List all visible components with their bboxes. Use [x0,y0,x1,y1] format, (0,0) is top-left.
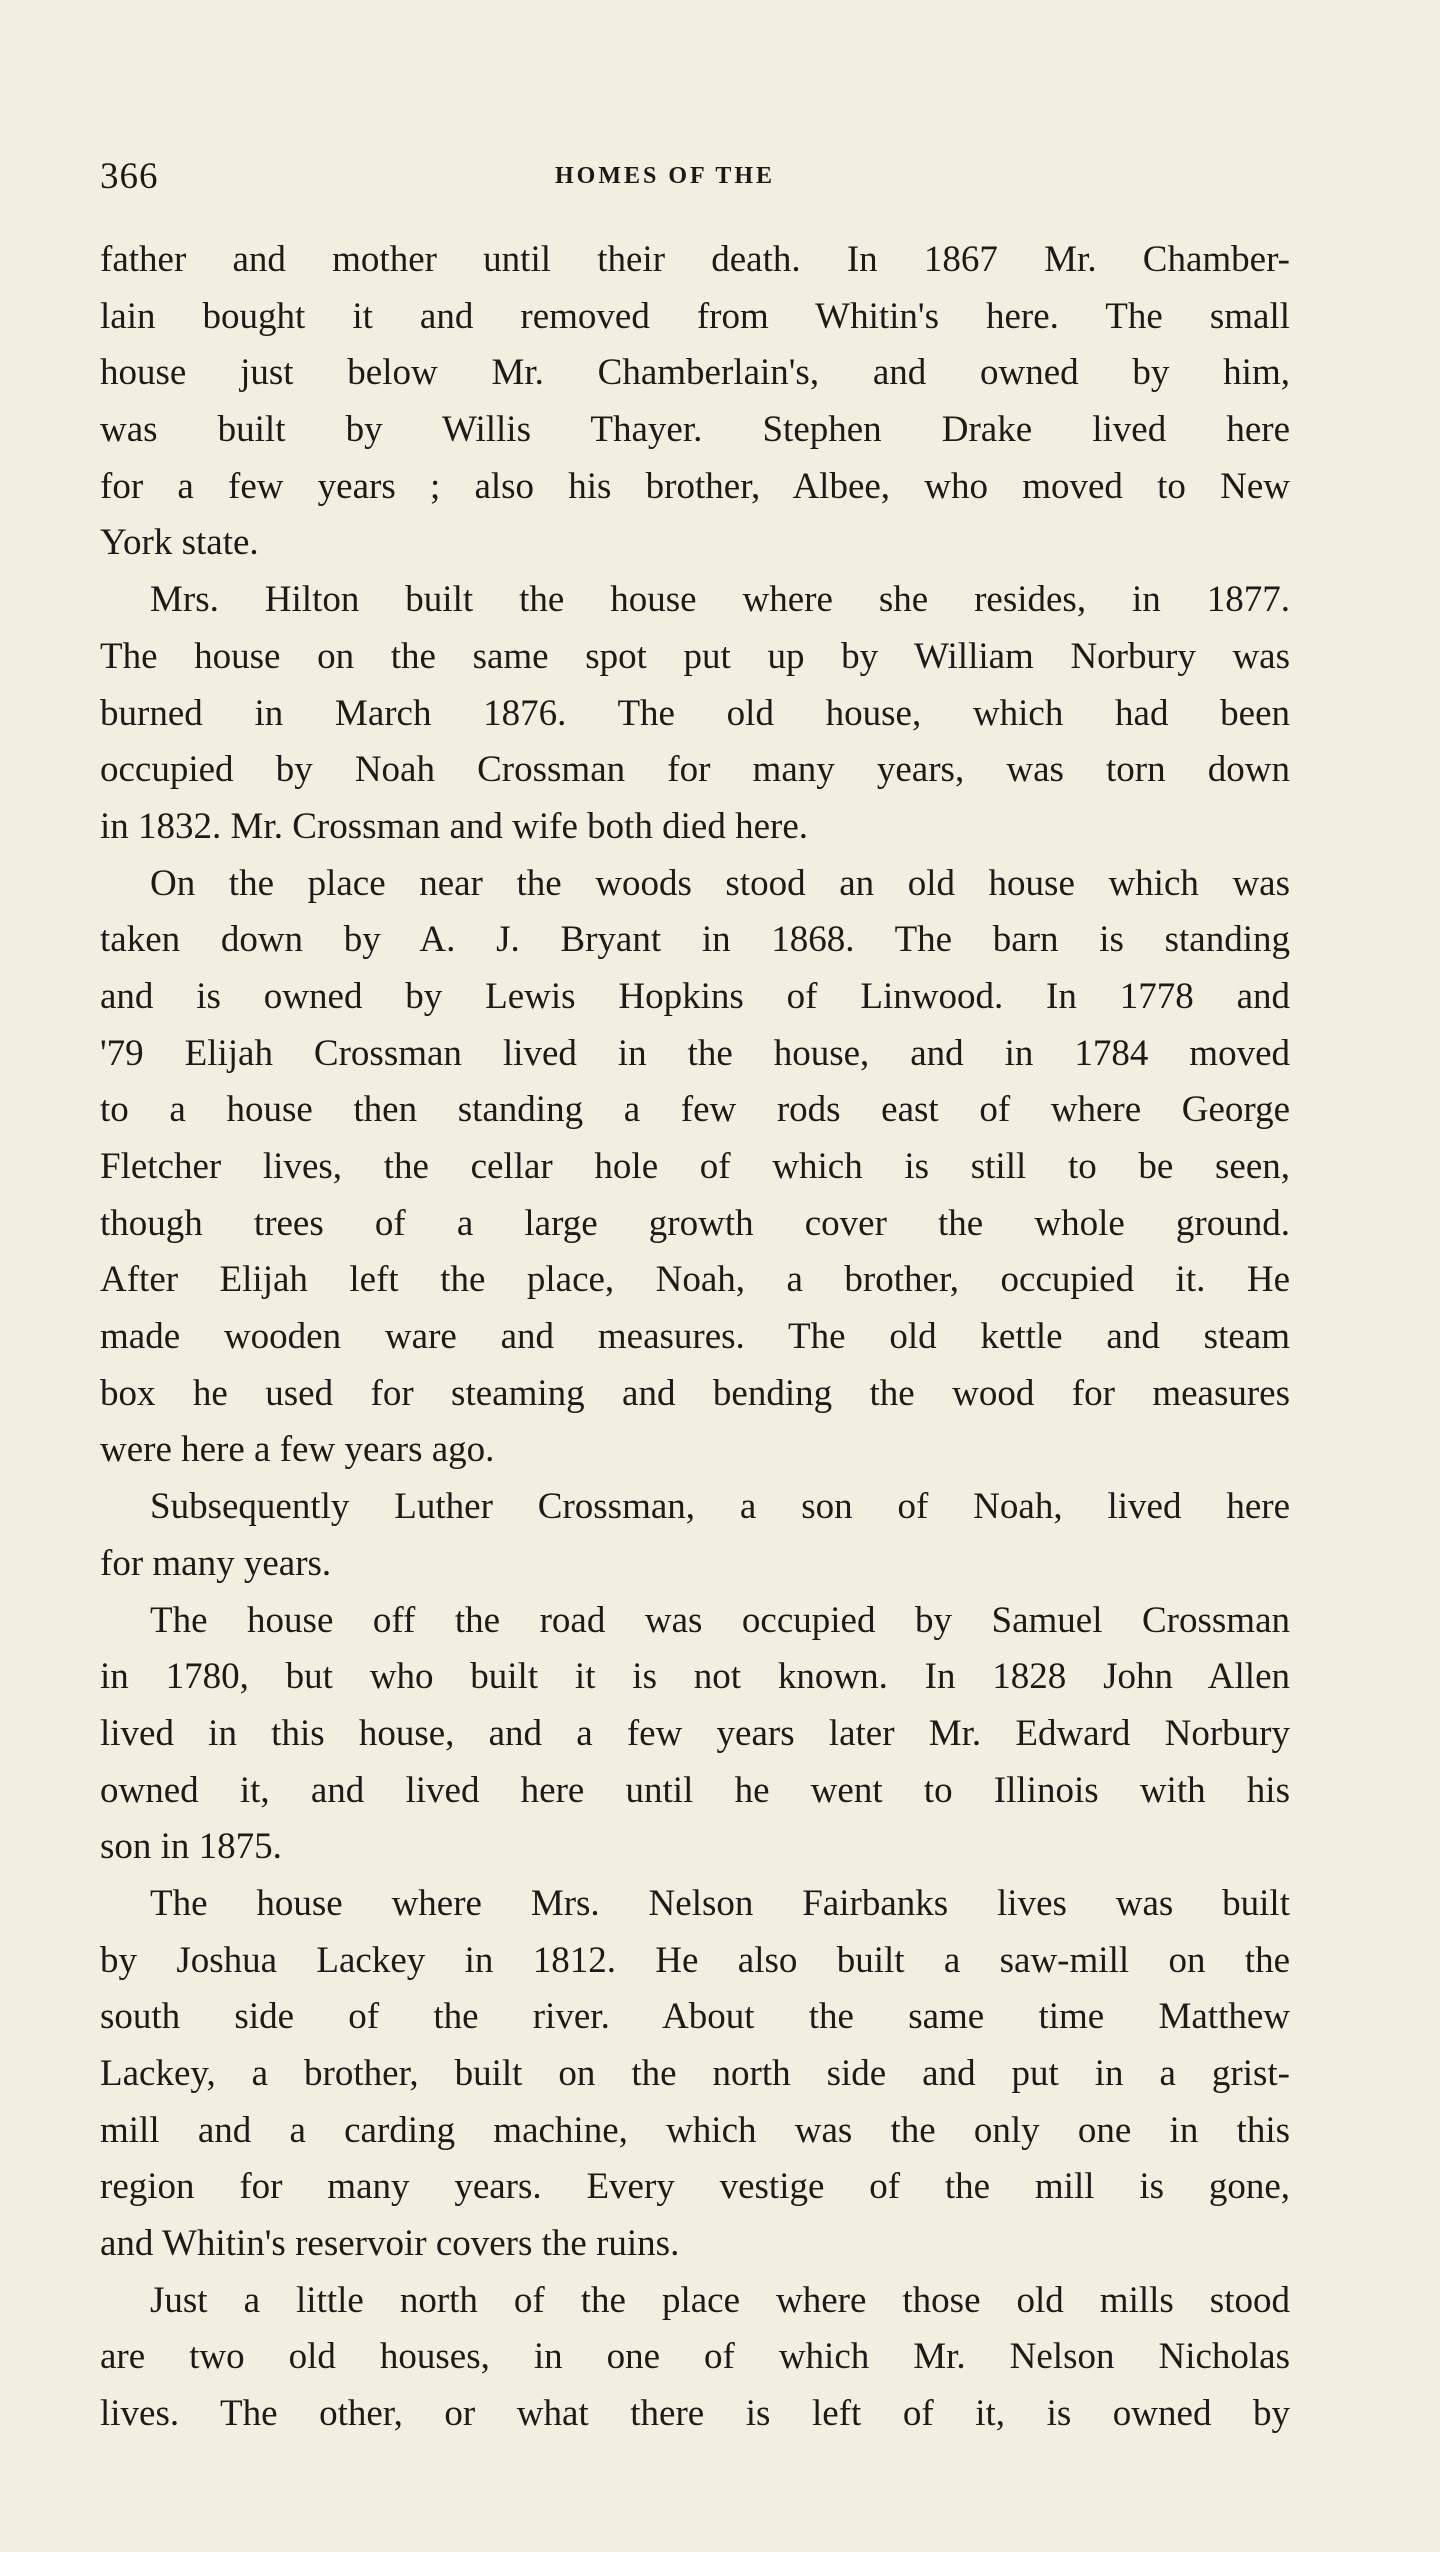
text-line: mill and a carding machine, which was the only one in this [100,2109,1290,2151]
text-line: made wooden ware and measures. The old kettle and steam [100,1316,1290,1358]
paragraph [100,1593,1290,1876]
text-line: The house off the road was occupied by Samuel Crossman [150,1599,1290,1641]
paragraph [100,1479,1290,1592]
paragraph [100,232,1290,572]
text-line: and Whitin's reservoir covers the ruins. [100,2223,680,2265]
running-head: HOMES OF THE [555,163,776,189]
text-line: owned it, and lived here until he went to Illinois with his [100,1769,1290,1811]
text-line: burned in March 1876. The old house, which had been [100,692,1290,734]
paragraph [100,856,1290,1480]
paragraph [100,1876,1290,2273]
text-line: and is owned by Lewis Hopkins of Linwood. In 1778 and [100,975,1290,1017]
body-text [100,232,1290,2443]
text-line: in 1780, but who built it is not known. In 1828 John Allen [100,1656,1290,1698]
text-line: for a few years ; also his brother, Albee, who moved to New [100,465,1290,507]
paragraph [100,2273,1290,2443]
text-line: lived in this house, and a few years later Mr. Edward Norbury [100,1712,1290,1754]
paragraph [100,572,1290,855]
text-line: Fletcher lives, the cellar hole of which is still to be seen, [100,1146,1290,1187]
text-line: son in 1875. [100,1826,282,1868]
text-line: for many years. [100,1542,332,1584]
text-line: south side of the river. About the same time Matthew [100,1996,1290,2038]
text-line: The house on the same spot put up by William Norbury was [100,635,1290,677]
text-line: in 1832. Mr. Crossman and wife both died here. [100,805,809,847]
text-line: '79 Elijah Crossman lived in the house, and in 1784 moved [100,1032,1290,1074]
text-line: house just below Mr. Chamberlain's, and owned by him, [100,352,1290,394]
text-line: occupied by Noah Crossman for many years, was torn down [100,749,1290,791]
text-line: taken down by A. J. Bryant in 1868. The barn is standing [100,919,1290,961]
text-line: are two old houses, in one of which Mr. Nelson Nicholas [100,2336,1290,2378]
text-line: box he used for steaming and bending the wood for measures [100,1372,1290,1414]
page-header [100,155,1290,205]
text-line: Lackey, a brother, built on the north side and put in a grist- [100,2053,1290,2094]
text-line: York state. [100,522,259,564]
text-line: On the place near the woods stood an old house which was [150,862,1290,904]
text-line: The house where Mrs. Nelson Fairbanks lives was built [150,1882,1290,1924]
text-line: Subsequently Luther Crossman, a son of Noah, lived here [150,1486,1290,1528]
text-line: father and mother until their death. In 1867 Mr. Chamber- [100,239,1290,280]
text-line: was built by Willis Thayer. Stephen Drake lived here [100,409,1290,451]
text-line: though trees of a large growth cover the whole ground. [100,1202,1290,1244]
text-line: lives. The other, or what there is left of it, is owned by [100,2393,1290,2435]
text-line: Just a little north of the place where those old mills stood [150,2279,1290,2321]
page-number: 366 [100,156,159,197]
text-line: region for many years. Every vestige of the mill is gone, [100,2166,1290,2208]
text-line: After Elijah left the place, Noah, a brother, occupied it. He [100,1259,1290,1301]
text-line: Mrs. Hilton built the house where she resides, in 1877. [150,579,1290,621]
text-line: to a house then standing a few rods east of where George [100,1089,1290,1131]
text-line: lain bought it and removed from Whitin's here. The small [100,295,1290,337]
text-line: by Joshua Lackey in 1812. He also built a saw-mill on the [100,1939,1290,1981]
text-line: were here a few years ago. [100,1429,495,1471]
